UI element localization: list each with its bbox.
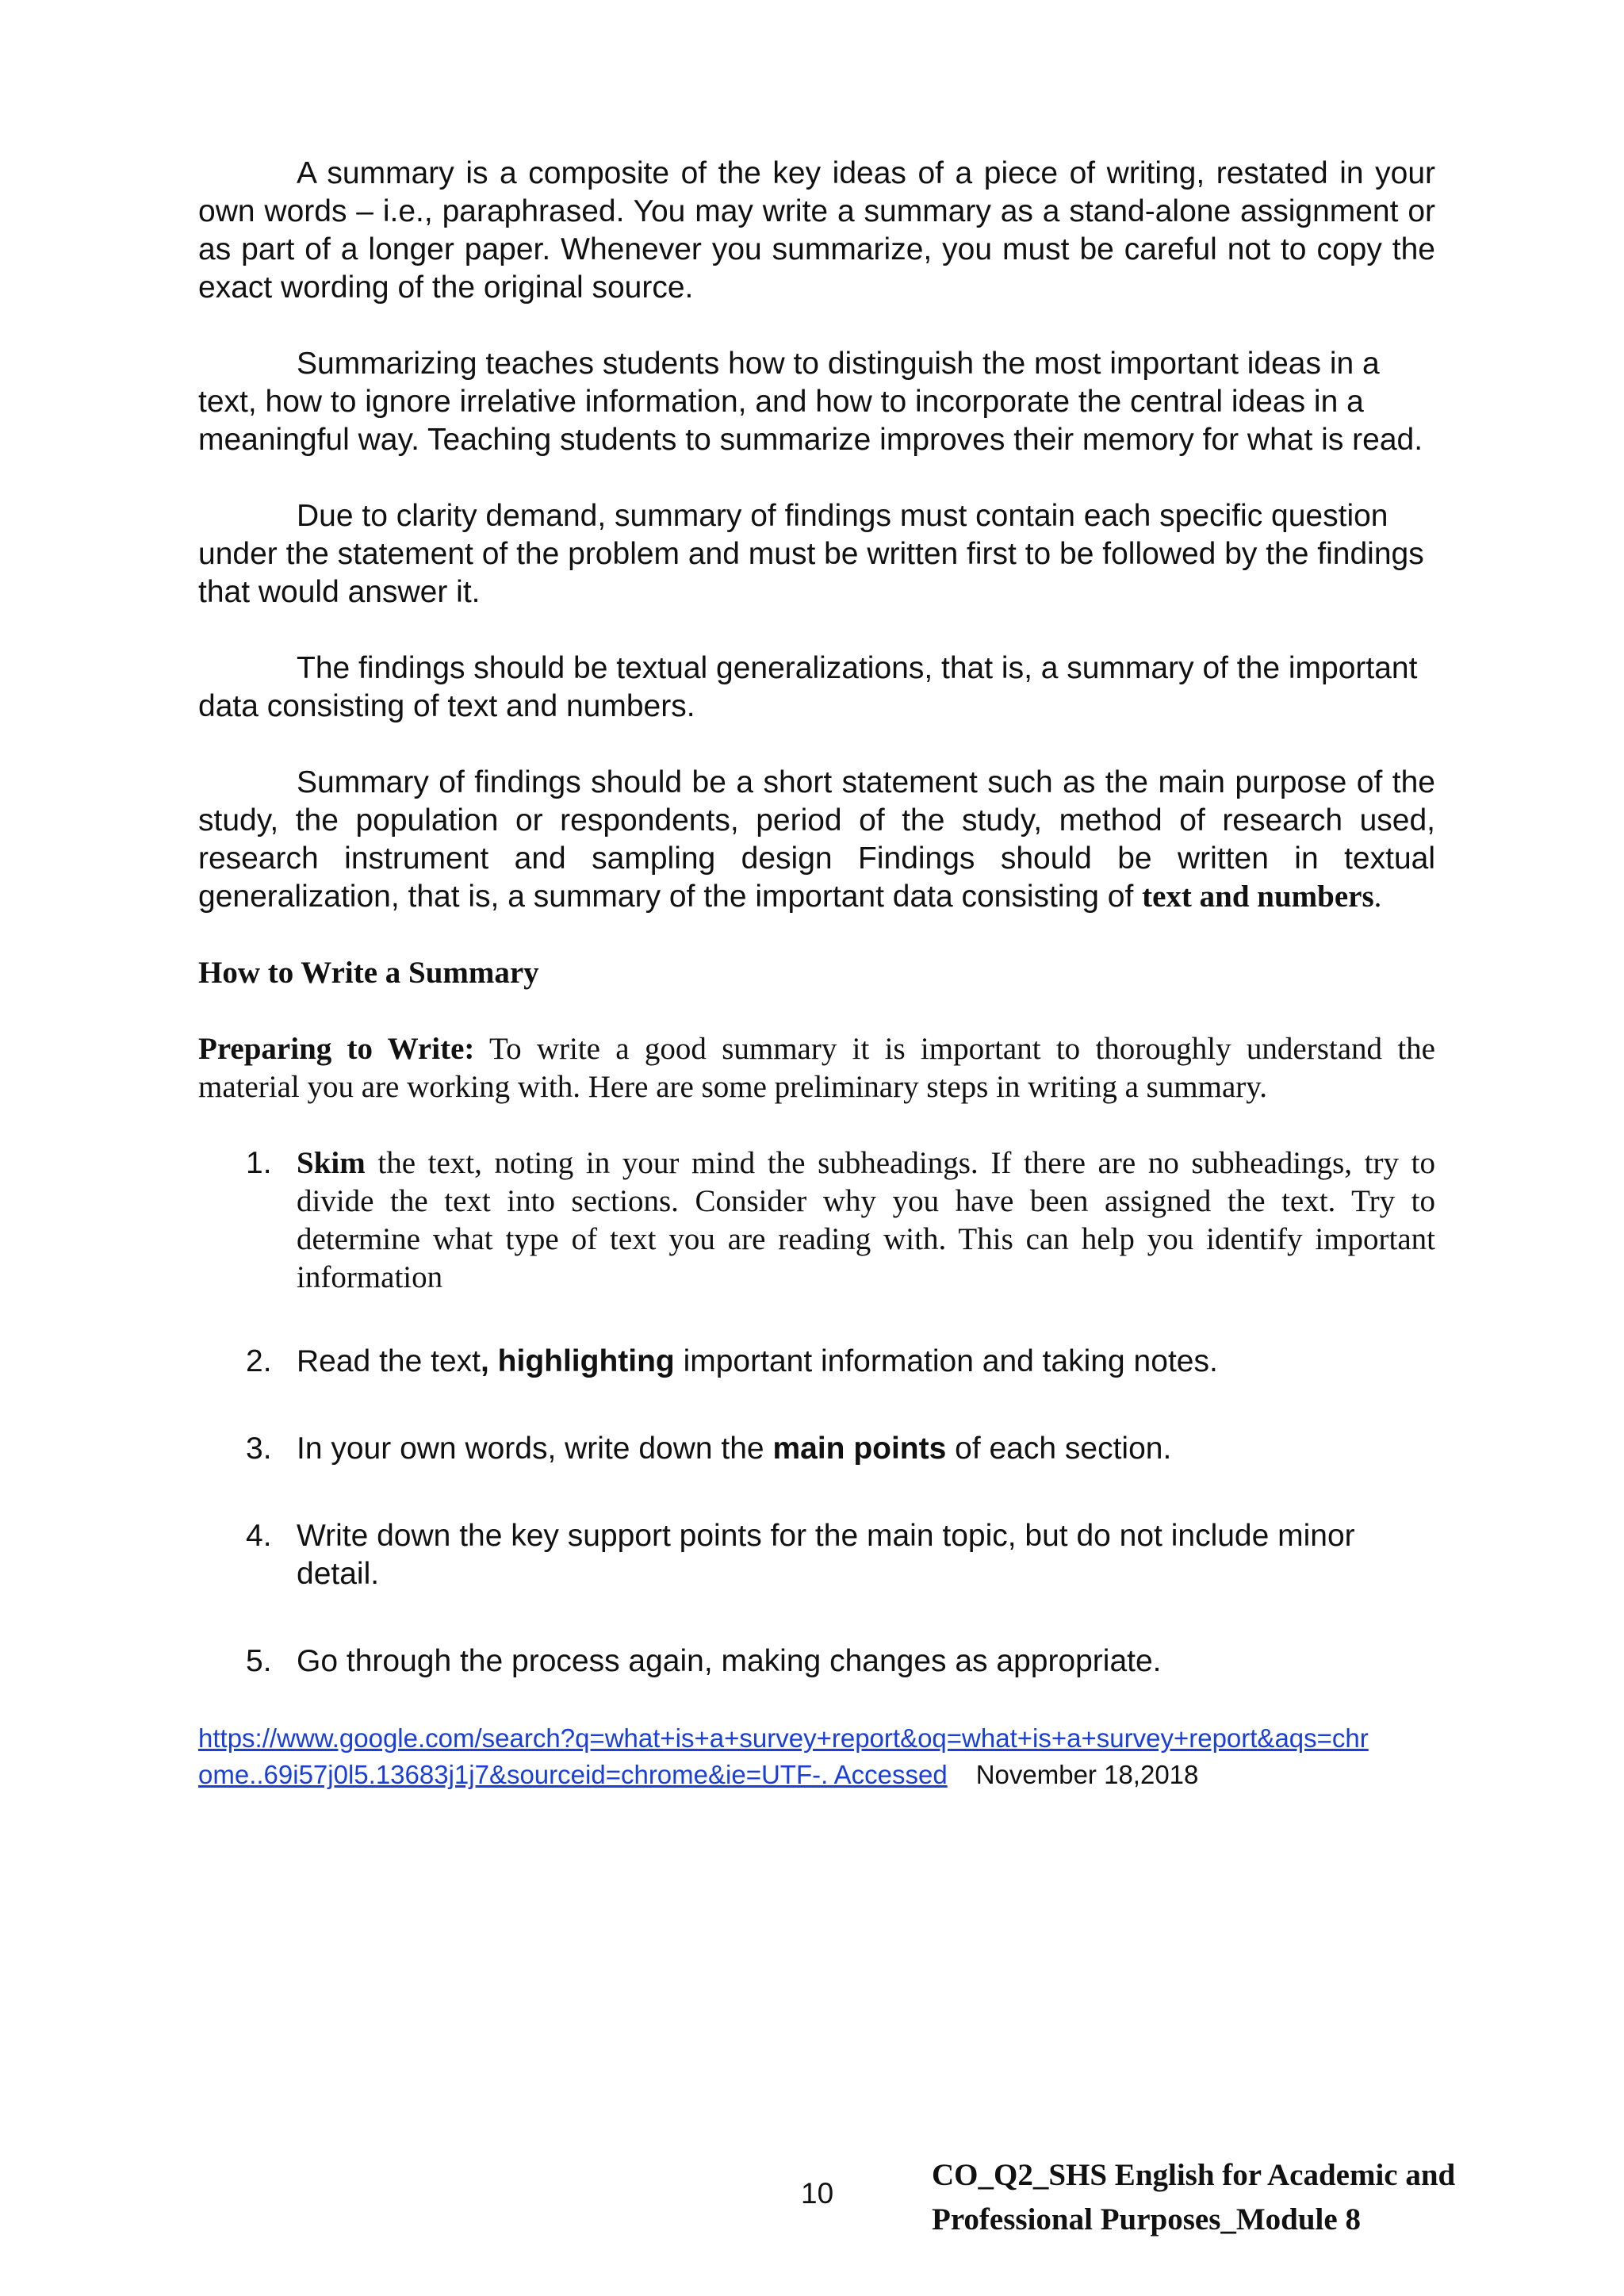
step-number: 1.	[246, 1146, 272, 1180]
list-item	[198, 1642, 1435, 1681]
step-text: Write down the key support points for the main topic, but do not include minor detail.	[297, 1519, 1355, 1591]
step-text-after: of each section.	[946, 1432, 1172, 1466]
step-number: 4.	[246, 1519, 272, 1553]
document-body	[198, 155, 1435, 1793]
step-text-before: Read the text	[297, 1344, 481, 1378]
preparing-text: To write a good summary it is important to thoroughly understand the material you are working with. Here are some preliminary steps in writing a summary.	[198, 1032, 1435, 1104]
paragraph-findings-generalizations: The findings should be textual generalizations, that is, a summary of the important data consisting of text and numbers.	[198, 651, 1418, 723]
page-number: 10	[801, 2177, 834, 2210]
list-item	[198, 1430, 1435, 1468]
step-bold: Skim	[297, 1146, 366, 1180]
bold-text-and-numbers: text and numbers	[1142, 880, 1374, 914]
module-code	[932, 2153, 1455, 2242]
list-item	[198, 1144, 1435, 1297]
step-text: the text, noting in your mind the subheadings. If there are no subheadings, try to divide the text into sections. Consider why you have been assigned the text. Try to determine what type of text you are reading with. This can help you identify important information	[297, 1146, 1435, 1294]
step-text-after: important information and taking notes.	[674, 1344, 1218, 1378]
module-code-line2: Professional Purposes_Module 8	[932, 2202, 1361, 2237]
step-bold: main points	[772, 1432, 947, 1466]
paragraph-summary-definition: A summary is a composite of the key ideas of a piece of writing, restated in your own words – i.e., paraphrased. You may write a summary as a stand-alone assignment or as part of a longer paper. Whenever you summarize, you must be careful not to copy the exact wording of the original source.	[198, 156, 1435, 305]
step-text: Go through the process again, making changes as appropriate.	[297, 1644, 1162, 1678]
accessed-date: November 18,2018	[975, 1760, 1199, 1789]
paragraph-clarity-demand: Due to clarity demand, summary of findings must contain each specific question under the statement of the problem and must be written first to be followed by the findings that would answer it.	[198, 499, 1424, 609]
paragraph-summary-of-findings-text: Summary of findings should be a short statement such as the main purpose of the study, the population or respondents, period of the study, method of research used, research instrument and sampling design Findings should be written in textual generalization, that is, a summary of the important data consisting of	[198, 765, 1435, 914]
list-item	[198, 1343, 1435, 1381]
paragraph-end-period: .	[1373, 880, 1382, 914]
steps-list	[198, 1144, 1435, 1681]
step-number: 3.	[246, 1432, 272, 1466]
paragraph-summary-of-findings	[198, 764, 1435, 916]
module-code-line1: CO_Q2_SHS English for Academic and	[932, 2158, 1456, 2192]
step-number: 2.	[246, 1344, 272, 1378]
paragraph-summarizing-teaches: Summarizing teaches students how to distinguish the most important ideas in a text, how to ignore irrelative information, and how to incorporate the central ideas in a meaningful way. Teaching students to summarize improves their memory for what is read.	[198, 347, 1423, 457]
step-bold: , highlighting	[480, 1344, 675, 1378]
source-link-line2[interactable]: ome..69i57j0l5.13683j1j7&sourceid=chrome&ie=UTF-. Accessed	[198, 1760, 948, 1789]
list-item	[198, 1517, 1435, 1593]
step-number: 5.	[246, 1644, 272, 1678]
section-heading: How to Write a Summary	[198, 956, 539, 990]
step-text-before: In your own words, write down the	[297, 1432, 773, 1466]
preparing-label: Preparing to Write:	[198, 1032, 475, 1066]
source-citation	[198, 1720, 1435, 1793]
source-link-line1[interactable]: https://www.google.com/search?q=what+is+a+survey+report&oq=what+is+a+survey+report&aqs=chr	[198, 1723, 1369, 1753]
paragraph-preparing-to-write	[198, 1030, 1435, 1106]
